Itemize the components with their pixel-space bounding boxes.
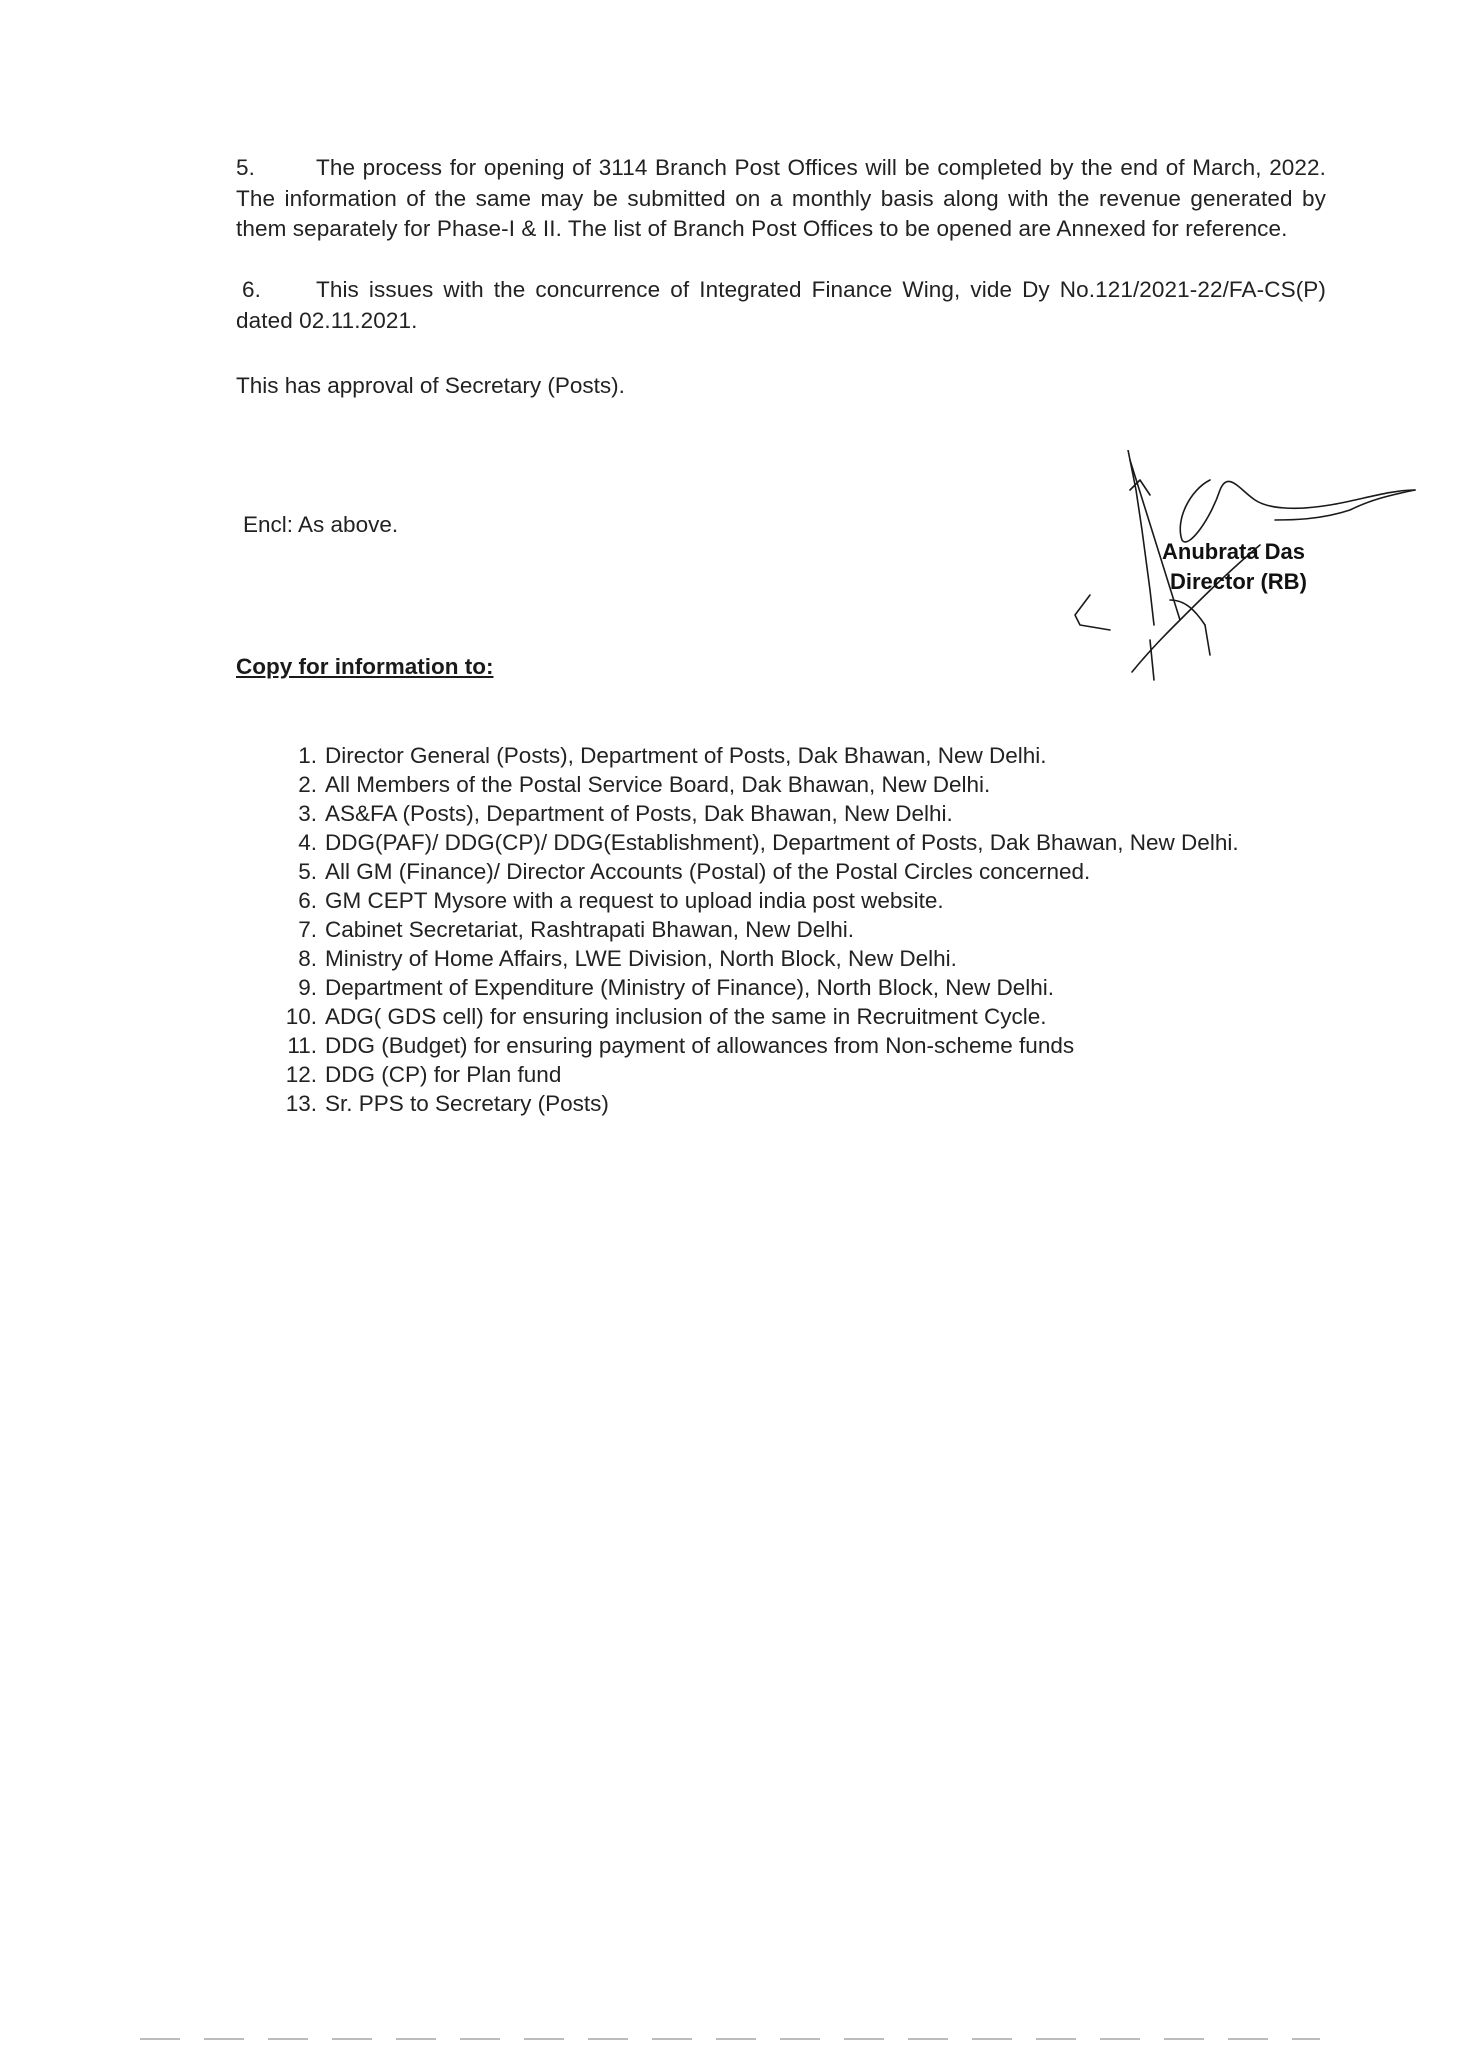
signatory-designation: Director (RB) xyxy=(1170,569,1307,594)
list-item-number: 5. xyxy=(298,859,317,884)
paragraph-text: This issues with the concurrence of Integrated Finance Wing, vide Dy No.121/2021-22/FA-CS(P) dated 02.11.2021. xyxy=(236,277,1326,333)
list-item-number: 13. xyxy=(285,1091,317,1116)
list-item xyxy=(260,857,1310,886)
list-item xyxy=(260,973,1310,1002)
list-item xyxy=(260,915,1310,944)
approval-note: This has approval of Secretary (Posts). xyxy=(236,373,625,398)
copy-heading: Copy for information to: xyxy=(236,654,494,679)
list-item xyxy=(260,1060,1310,1089)
list-item-text: Director General (Posts), Department of Posts, Dak Bhawan, New Delhi. xyxy=(325,743,1047,768)
list-item-text: Department of Expenditure (Ministry of Finance), North Block, New Delhi. xyxy=(325,975,1055,1000)
list-item xyxy=(260,828,1310,857)
list-item xyxy=(260,799,1310,828)
list-item-number: 7. xyxy=(298,917,317,942)
list-item-number: 10. xyxy=(285,1004,317,1029)
list-item-text: DDG (Budget) for ensuring payment of allowances from Non-scheme funds xyxy=(325,1033,1075,1058)
list-item-number: 8. xyxy=(298,946,317,971)
paragraph-number: 6. xyxy=(242,277,261,302)
list-item xyxy=(260,770,1310,799)
list-item-text: ADG( GDS cell) for ensuring inclusion of the same in Recruitment Cycle. xyxy=(325,1004,1047,1029)
list-item xyxy=(260,741,1310,770)
list-item-text: DDG(PAF)/ DDG(CP)/ DDG(Establishment), Department of Posts, Dak Bhawan, New Delhi. xyxy=(325,830,1239,855)
list-item-number: 11. xyxy=(287,1033,317,1058)
list-item-number: 9. xyxy=(298,975,317,1000)
list-item-text: Ministry of Home Affairs, LWE Division, North Block, New Delhi. xyxy=(325,946,957,971)
list-item-text: GM CEPT Mysore with a request to upload india post website. xyxy=(325,888,944,913)
list-item-text: AS&FA (Posts), Department of Posts, Dak Bhawan, New Delhi. xyxy=(325,801,953,826)
list-item xyxy=(260,944,1310,973)
signatory-name: Anubrata Das xyxy=(1162,539,1306,564)
list-item-number: 2. xyxy=(298,772,317,797)
paragraph-text: The process for opening of 3114 Branch Post Offices will be completed by the end of March, 2022. The information of the same may be submitted on a monthly basis along with the revenue generated by them separately for Phase-I & II. The list of Branch Post Offices to be opened are Annexed for reference. xyxy=(236,155,1326,241)
list-item xyxy=(260,1002,1310,1031)
list-item-number: 6. xyxy=(298,888,317,913)
list-item-text: Sr. PPS to Secretary (Posts) xyxy=(325,1091,609,1116)
list-item-number: 1. xyxy=(298,743,317,768)
enclosure-note: Encl: As above. xyxy=(243,512,399,537)
list-item xyxy=(260,1089,1310,1118)
list-item-number: 4. xyxy=(298,830,317,855)
paragraph-6 xyxy=(236,275,1326,336)
list-item xyxy=(260,886,1310,915)
list-item-number: 12. xyxy=(285,1062,317,1087)
page-bottom-edge xyxy=(140,2038,1320,2040)
paragraph-number: 5. xyxy=(236,155,255,180)
list-item-number: 3. xyxy=(298,801,317,826)
list-item-text: Cabinet Secretariat, Rashtrapati Bhawan, New Delhi. xyxy=(325,917,855,942)
list-item-text: All GM (Finance)/ Director Accounts (Postal) of the Postal Circles concerned. xyxy=(325,859,1091,884)
list-item-text: DDG (CP) for Plan fund xyxy=(325,1062,562,1087)
list-item xyxy=(260,1031,1310,1060)
paragraph-5 xyxy=(236,153,1326,245)
list-item-text: All Members of the Postal Service Board, Dak Bhawan, New Delhi. xyxy=(325,772,991,797)
copy-list xyxy=(260,741,1310,1118)
